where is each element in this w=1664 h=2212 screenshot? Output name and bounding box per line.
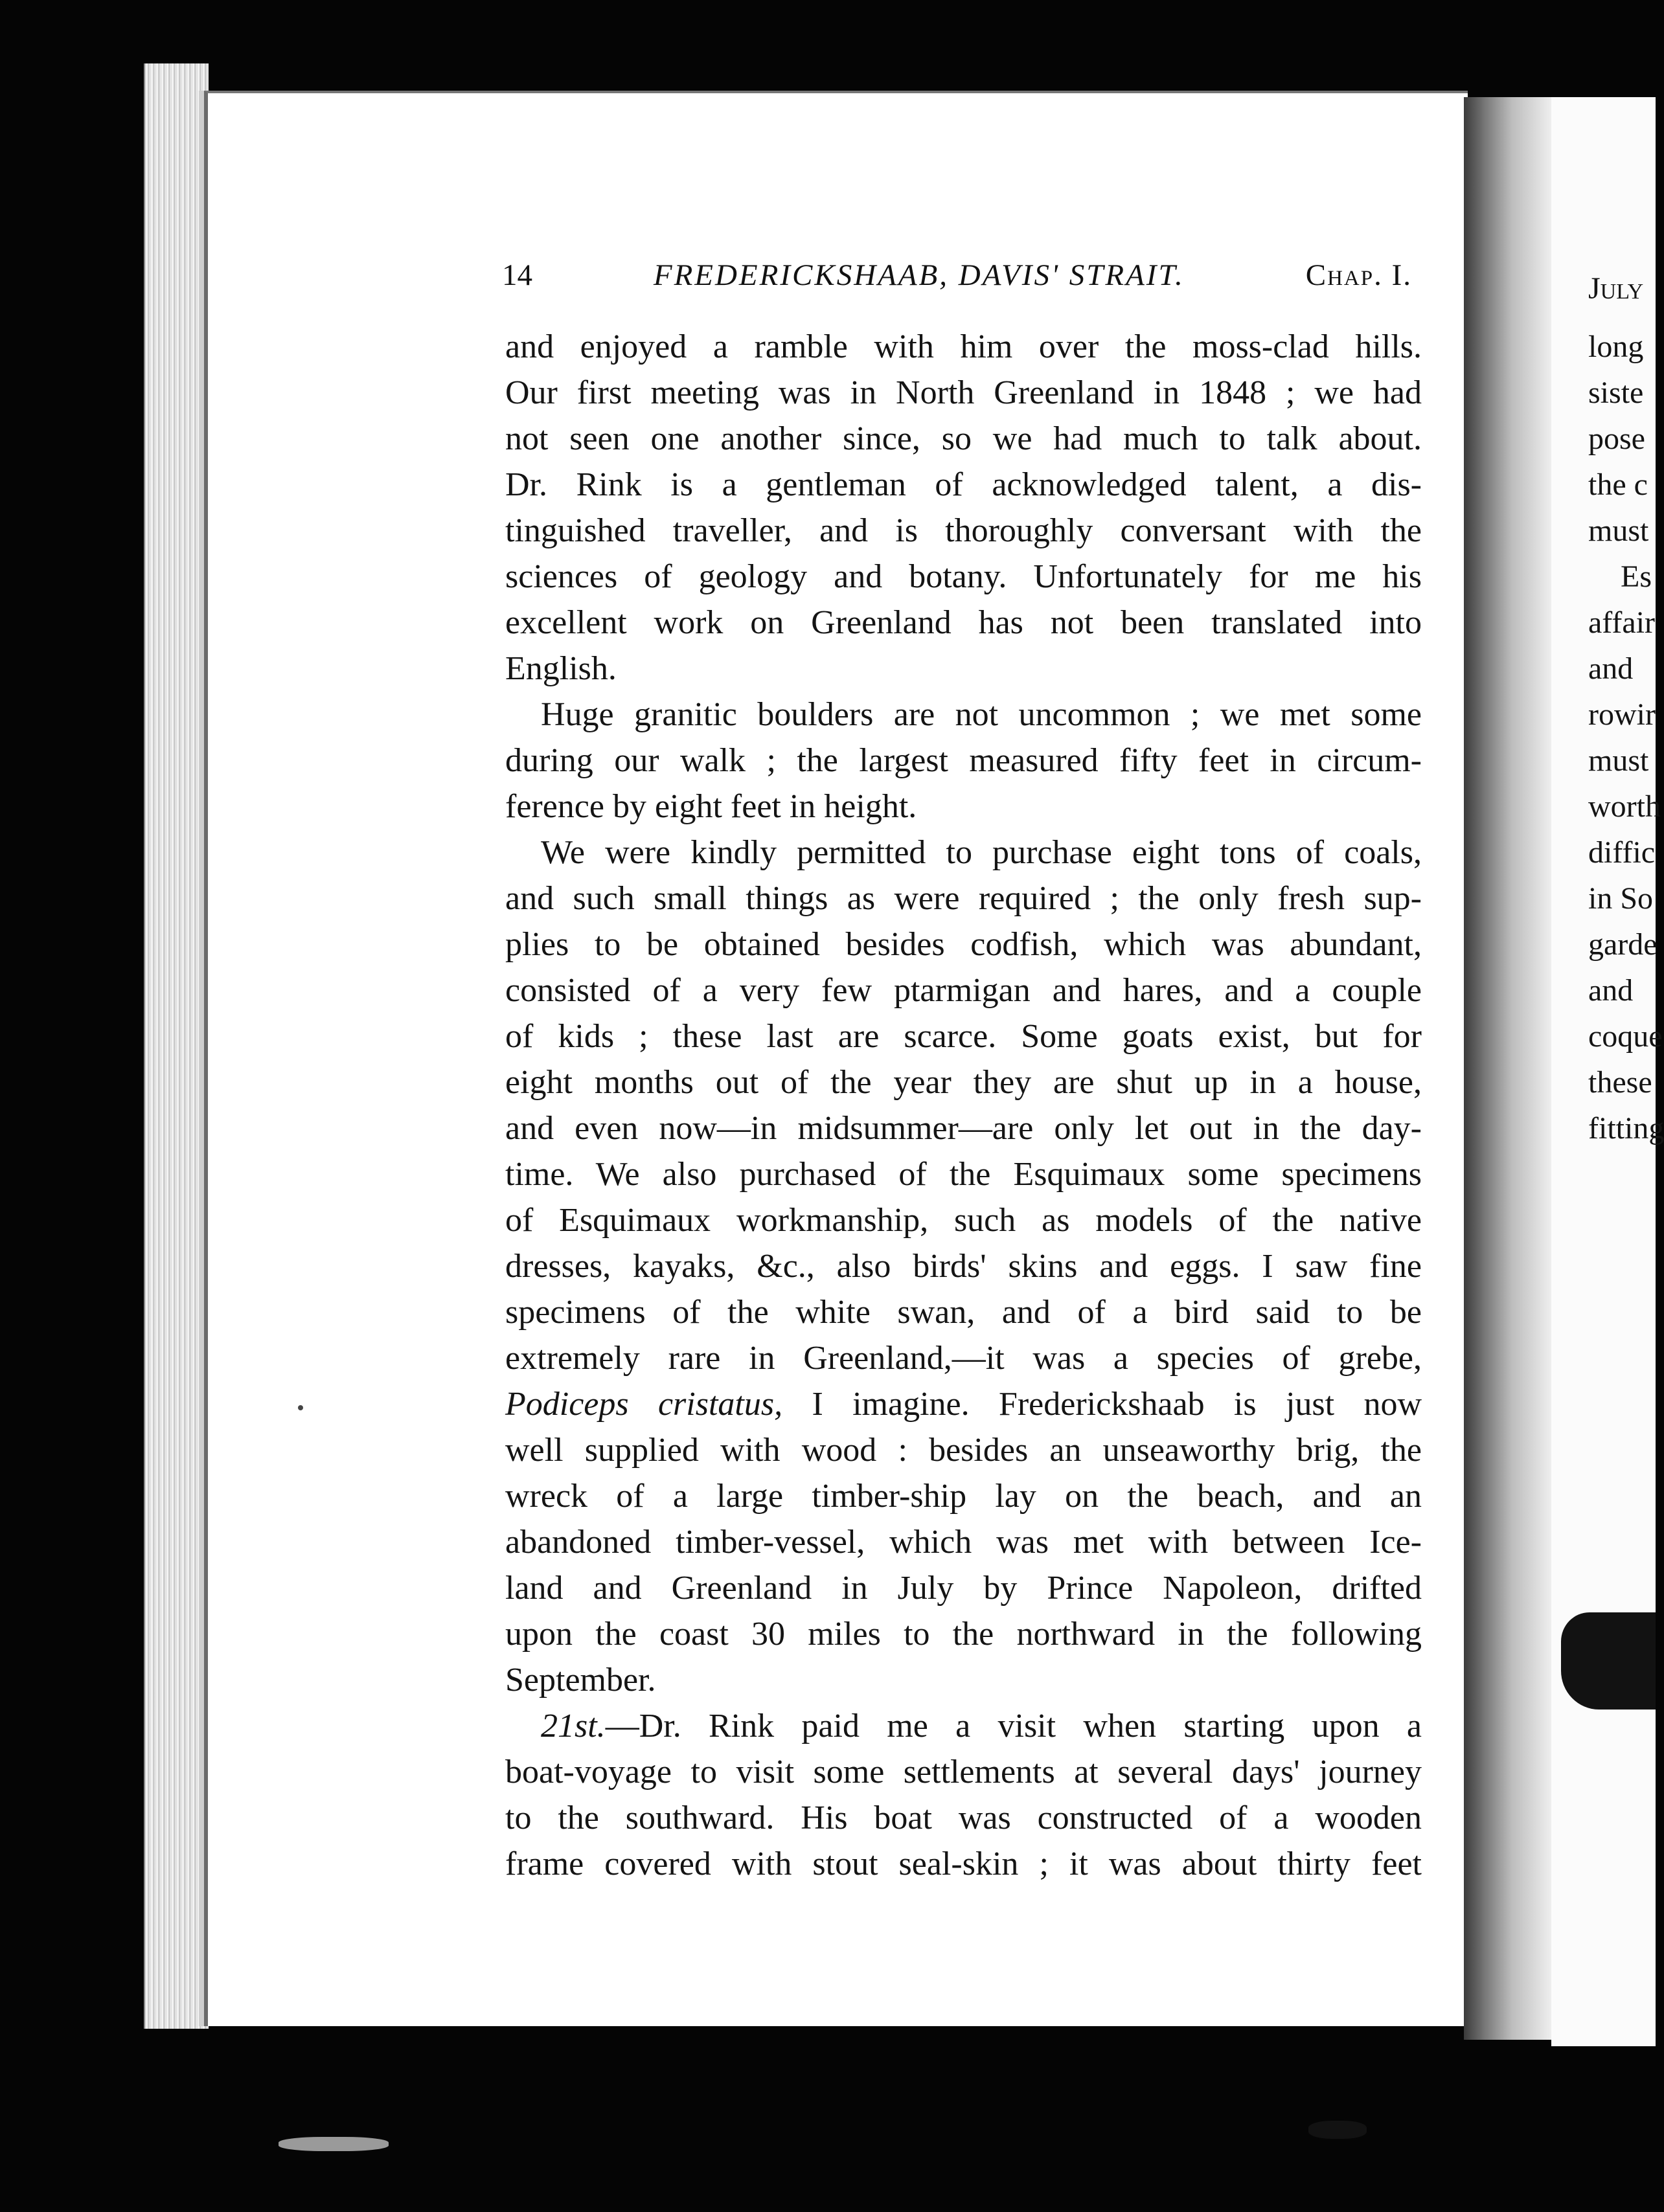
running-header <box>502 258 1412 303</box>
right-page-header: July <box>1588 271 1644 306</box>
ink-smudge <box>1561 1612 1656 1710</box>
text-line <box>505 921 1422 967</box>
right-page-line: coque <box>1588 1019 1663 1054</box>
line-text: to the southward. His boat was constructed of a wooden <box>505 1800 1422 1836</box>
page-number: 14 <box>502 258 532 292</box>
line-text: frame covered with stout seal-skin ; it was about thirty feet <box>505 1845 1422 1882</box>
text-line <box>505 370 1422 416</box>
text-line <box>505 646 1422 692</box>
text-line <box>505 875 1422 921</box>
text-line <box>505 1703 1422 1749</box>
text-line <box>505 1473 1422 1519</box>
right-page-line: and <box>1588 973 1634 1008</box>
text-line <box>505 1381 1422 1427</box>
body-text <box>505 324 1422 1887</box>
line-text: well supplied with wood : besides an unseaworthy brig, the <box>505 1432 1422 1469</box>
right-page-line: these <box>1588 1065 1652 1100</box>
text-line <box>505 1657 1422 1703</box>
text-line <box>505 1013 1422 1059</box>
line-text: Our first meeting was in North Greenland in 1848 ; we had <box>505 374 1422 411</box>
line-text: during our walk ; the largest measured fifty feet in circum- <box>505 742 1422 779</box>
line-text: —Dr. Rink paid me a visit when starting upon a <box>605 1708 1422 1744</box>
right-page-line: long <box>1588 330 1644 364</box>
text-line <box>505 1427 1422 1473</box>
text-line <box>505 508 1422 554</box>
right-page-line: must <box>1588 743 1649 778</box>
ink-smudge <box>279 2137 389 2151</box>
chapter-label: Chap. I. <box>1305 258 1412 292</box>
text-line <box>505 416 1422 462</box>
text-line <box>505 1289 1422 1335</box>
page-edges <box>144 63 209 2029</box>
text-line <box>505 1611 1422 1657</box>
line-text: wreck of a large timber-ship lay on the beach, and an <box>505 1478 1422 1515</box>
line-text: plies to be obtained besides codfish, which was abundant, <box>505 926 1422 963</box>
line-text: We were kindly permitted to purchase eight tons of coals, <box>541 834 1422 871</box>
text-line <box>505 324 1422 370</box>
text-line <box>505 554 1422 600</box>
line-text: English. <box>505 650 617 687</box>
text-line <box>505 1795 1422 1841</box>
text-line <box>505 1243 1422 1289</box>
line-text: upon the coast 30 miles to the northward in the following <box>505 1616 1422 1653</box>
right-page-line: in So <box>1588 881 1654 916</box>
line-text: excellent work on Greenland has not been translated into <box>505 604 1422 641</box>
line-text: sciences of geology and botany. Unfortunately for me his <box>505 558 1422 595</box>
line-text: land and Greenland in July by Prince Napoleon, drifted <box>505 1570 1422 1607</box>
line-text: dresses, kayaks, &c., also birds' skins and eggs. I saw fine <box>505 1248 1422 1285</box>
line-text: of kids ; these last are scarce. Some goats exist, but for <box>505 1018 1422 1055</box>
line-text: time. We also purchased of the Esquimaux some specimens <box>505 1156 1422 1193</box>
right-page-line: fitting <box>1588 1111 1664 1146</box>
line-text: Huge granitic boulders are not uncommon ; we met some <box>541 696 1422 733</box>
right-page-line: and <box>1588 651 1634 686</box>
right-page-line: pose <box>1588 422 1645 456</box>
text-line <box>505 738 1422 784</box>
line-text: of Esquimaux workmanship, such as models of the native <box>505 1202 1422 1239</box>
line-text: boat-voyage to visit some settlements at several days' journey <box>505 1754 1422 1790</box>
line-text: ference by eight feet in height. <box>505 788 917 825</box>
line-text: and enjoyed a ramble with him over the moss-clad hills. <box>505 328 1422 365</box>
text-line <box>505 1565 1422 1611</box>
right-page-line: affair <box>1588 605 1656 640</box>
right-page-line: siste <box>1588 376 1644 410</box>
right-page-text <box>1588 265 1664 1151</box>
speck <box>298 1405 303 1410</box>
text-line <box>505 1841 1422 1887</box>
text-line <box>505 1335 1422 1381</box>
right-page-line: the c <box>1588 468 1648 502</box>
line-text: consisted of a very few ptarmigan and hares, and a couple <box>505 972 1422 1009</box>
right-page-line: garde <box>1588 927 1658 962</box>
right-page-line: diffic <box>1588 835 1656 870</box>
right-page-line: Es <box>1621 559 1652 594</box>
text-line <box>505 967 1422 1013</box>
text-line <box>505 1059 1422 1105</box>
text-line <box>505 1749 1422 1795</box>
right-page-line: must <box>1588 514 1649 548</box>
right-page-line: worth <box>1588 789 1661 824</box>
italic-text: Podiceps cristatus, <box>505 1386 783 1423</box>
right-page-line: rowir <box>1588 697 1656 732</box>
line-text: September. <box>505 1662 656 1699</box>
line-text: and even now—in midsummer—are only let out in the day- <box>505 1110 1422 1147</box>
text-line <box>505 600 1422 646</box>
text-line <box>505 1151 1422 1197</box>
line-text: Dr. Rink is a gentleman of acknowledged talent, a dis- <box>505 466 1422 503</box>
line-text: specimens of the white swan, and of a bird said to be <box>505 1294 1422 1331</box>
line-text: I imagine. Frederickshaab is just now <box>782 1386 1422 1423</box>
text-line <box>505 830 1422 875</box>
ink-smudge <box>1308 2121 1367 2139</box>
text-line <box>505 462 1422 508</box>
line-text: not seen one another since, so we had much to talk about. <box>505 420 1422 457</box>
text-line <box>505 692 1422 738</box>
text-line <box>505 1197 1422 1243</box>
line-text: extremely rare in Greenland,—it was a species of grebe, <box>505 1340 1422 1377</box>
text-line <box>505 1105 1422 1151</box>
line-text: abandoned timber-vessel, which was met with between Ice- <box>505 1524 1422 1561</box>
line-text: tinguished traveller, and is thoroughly conversant with the <box>505 512 1422 549</box>
running-title: FREDERICKSHAAB, DAVIS' STRAIT. <box>653 258 1185 292</box>
text-line <box>505 1519 1422 1565</box>
line-text: and such small things as were required ; the only fresh sup- <box>505 880 1422 917</box>
italic-text: 21st. <box>541 1708 606 1744</box>
text-line <box>505 784 1422 830</box>
book-gutter <box>1464 97 1551 2040</box>
line-text: eight months out of the year they are shut up in a house, <box>505 1064 1422 1101</box>
